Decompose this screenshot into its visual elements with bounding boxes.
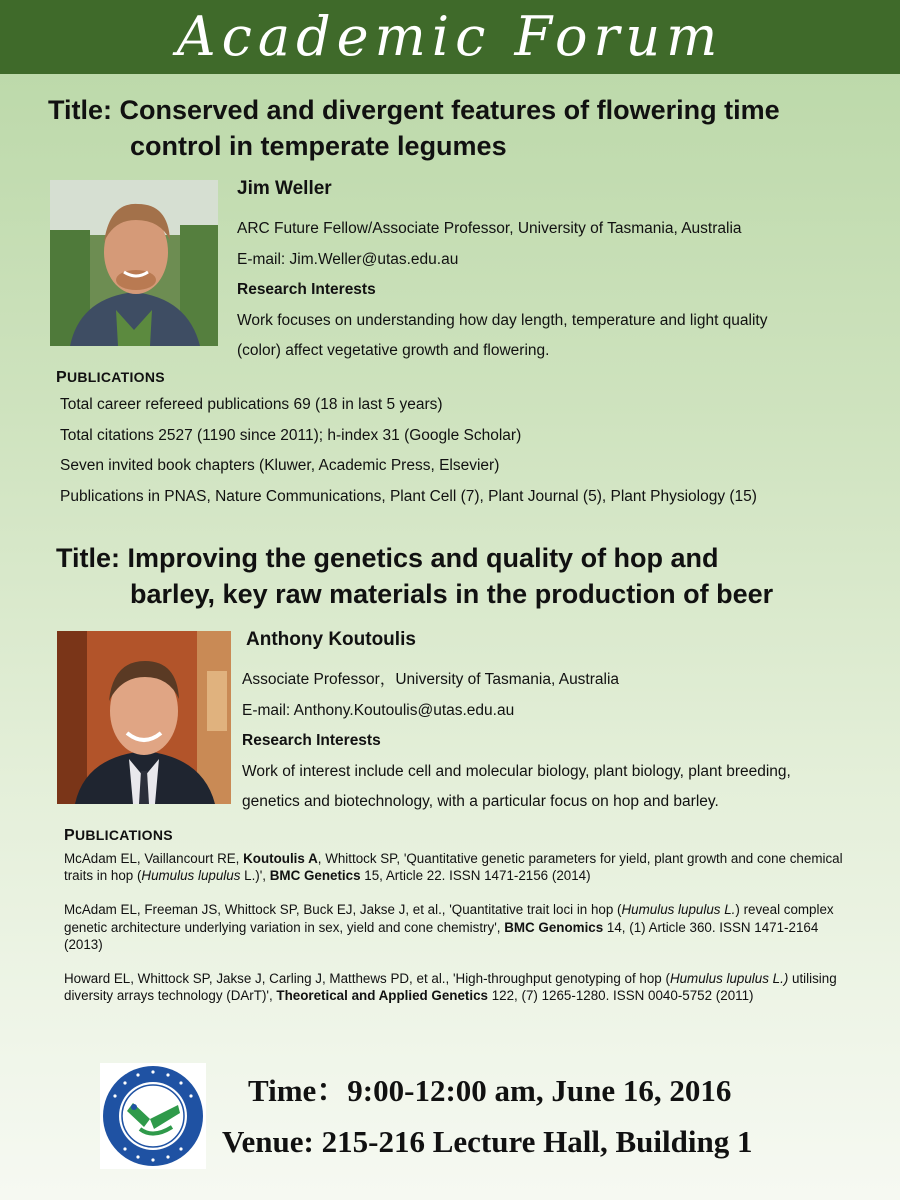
- talk1-publications-heading-rest: UBLICATIONS: [66, 369, 165, 385]
- talk1-publication-item: Seven invited book chapters (Kluwer, Academic Press, Elsevier): [60, 457, 500, 474]
- speaker1-interests-line2: (color) affect vegetative growth and flowering.: [237, 342, 550, 359]
- speaker1-position: ARC Future Fellow/Associate Professor, University of Tasmania, Australia: [237, 220, 742, 237]
- ref-details: 122, (7) 1265-1280. ISSN 0040-5752 (2011): [487, 988, 754, 1004]
- ref-authors: Howard EL, Whittock SP, Jakse J, Carling J, Matthews PD, et al., 'High-throughput genotyping of hop (: [64, 971, 670, 987]
- event-venue: Venue: 215-216 Lecture Hall, Building 1: [222, 1124, 753, 1159]
- speaker2-email: E-mail: Anthony.Koutoulis@utas.edu.au: [242, 701, 515, 719]
- speaker2-interests-line2: genetics and biotechnology, with a particular focus on hop and barley.: [242, 793, 719, 810]
- speaker1-name: Jim Weller: [237, 178, 332, 199]
- talk2-publications-heading-initial: P: [64, 827, 75, 844]
- talk2-publications-heading-rest: UBLICATIONS: [74, 827, 173, 843]
- ref-title: , Whittock SP, 'Quantitative genetic parameters for yield, plant growth and cone chemical traits in hop (: [64, 851, 843, 884]
- ref-title-end: utilising diversity arrays technology (DArT)',: [64, 971, 837, 1004]
- talk1-title-line1: Title: Conserved and divergent features of flowering time: [48, 95, 780, 125]
- ref-title-end: ) reveal complex genetic architecture underlying variation in sex, yield and cone chemistry',: [64, 902, 834, 935]
- talk2-title-line1: Title: Improving the genetics and quality of hop and: [56, 543, 719, 573]
- talk1-publication-item: Total citations 2527 (1190 since 2011); h-index 31 (Google Scholar): [60, 426, 522, 444]
- speaker2-photo: [57, 631, 231, 804]
- ref-species: Humulus lupulus L.): [669, 971, 789, 987]
- speaker2-interests-line1: Work of interest include cell and molecular biology, plant biology, plant breeding,: [242, 762, 791, 780]
- ref-authors: McAdam EL, Vaillancourt RE,: [64, 851, 244, 866]
- ref-journal: BMC Genetics: [269, 868, 361, 884]
- reference-item: [64, 970, 854, 1004]
- header-banner: [0, 0, 900, 74]
- speaker1-interests-heading: Research Interests: [237, 281, 376, 298]
- ref-species: Humulus lupulus: [141, 868, 241, 884]
- ref-species: Humulus lupulus L.: [621, 902, 736, 918]
- banner-title: Academic Forum: [176, 5, 724, 68]
- talk1-title-line2: control in temperate legumes: [130, 131, 507, 161]
- talk2-references: [64, 850, 854, 1021]
- ref-title-end: L.)',: [240, 868, 270, 884]
- ref-details: 14, (1) Article 360. ISSN 1471-2164 (2013): [64, 919, 819, 952]
- talk1-publications-heading-initial: P: [56, 369, 67, 386]
- event-time: Time：9:00-12:00 am, June 16, 2016: [248, 1073, 732, 1108]
- speaker2-info: [242, 629, 791, 818]
- ref-details: 15, Article 22. ISSN 1471-2156 (2014): [360, 868, 591, 884]
- institute-logo: [100, 1063, 206, 1169]
- speaker2-interests-heading: Research Interests: [242, 732, 381, 749]
- talk2-title-line2: barley, key raw materials in the production of beer: [130, 579, 774, 609]
- talk1-title: [48, 92, 780, 164]
- talk2-publications-heading: [64, 827, 173, 845]
- reference-item: [64, 850, 854, 884]
- talk2-title: [56, 540, 773, 612]
- talk1-publications-heading: [56, 369, 165, 387]
- speaker2-name: Anthony Koutoulis: [246, 629, 416, 650]
- ref-journal: Theoretical and Applied Genetics: [276, 988, 488, 1004]
- speaker1-interests-line1: Work focuses on understanding how day length, temperature and light quality: [237, 311, 768, 329]
- speaker1-photo: [50, 180, 218, 346]
- ref-highlight-author: Koutoulis A: [243, 851, 318, 866]
- speaker1-email: E-mail: Jim.Weller@utas.edu.au: [237, 250, 459, 268]
- speaker1-info: [237, 178, 767, 367]
- speaker2-position: Associate Professor，University of Tasmania, Australia: [242, 671, 620, 688]
- talk1-publication-item: Total career refereed publications 69 (18 in last 5 years): [60, 396, 443, 413]
- reference-item: [64, 901, 854, 953]
- talk1-publication-item: Publications in PNAS, Nature Communications, Plant Cell (7), Plant Journal (5), Plant Physiology (15): [60, 487, 757, 505]
- talk1-publications-list: [60, 390, 757, 512]
- ref-authors: McAdam EL, Freeman JS, Whittock SP, Buck EJ, Jakse J, et al., 'Quantitative trait loci in hop (: [64, 902, 622, 918]
- ref-journal: BMC Genomics: [504, 919, 604, 935]
